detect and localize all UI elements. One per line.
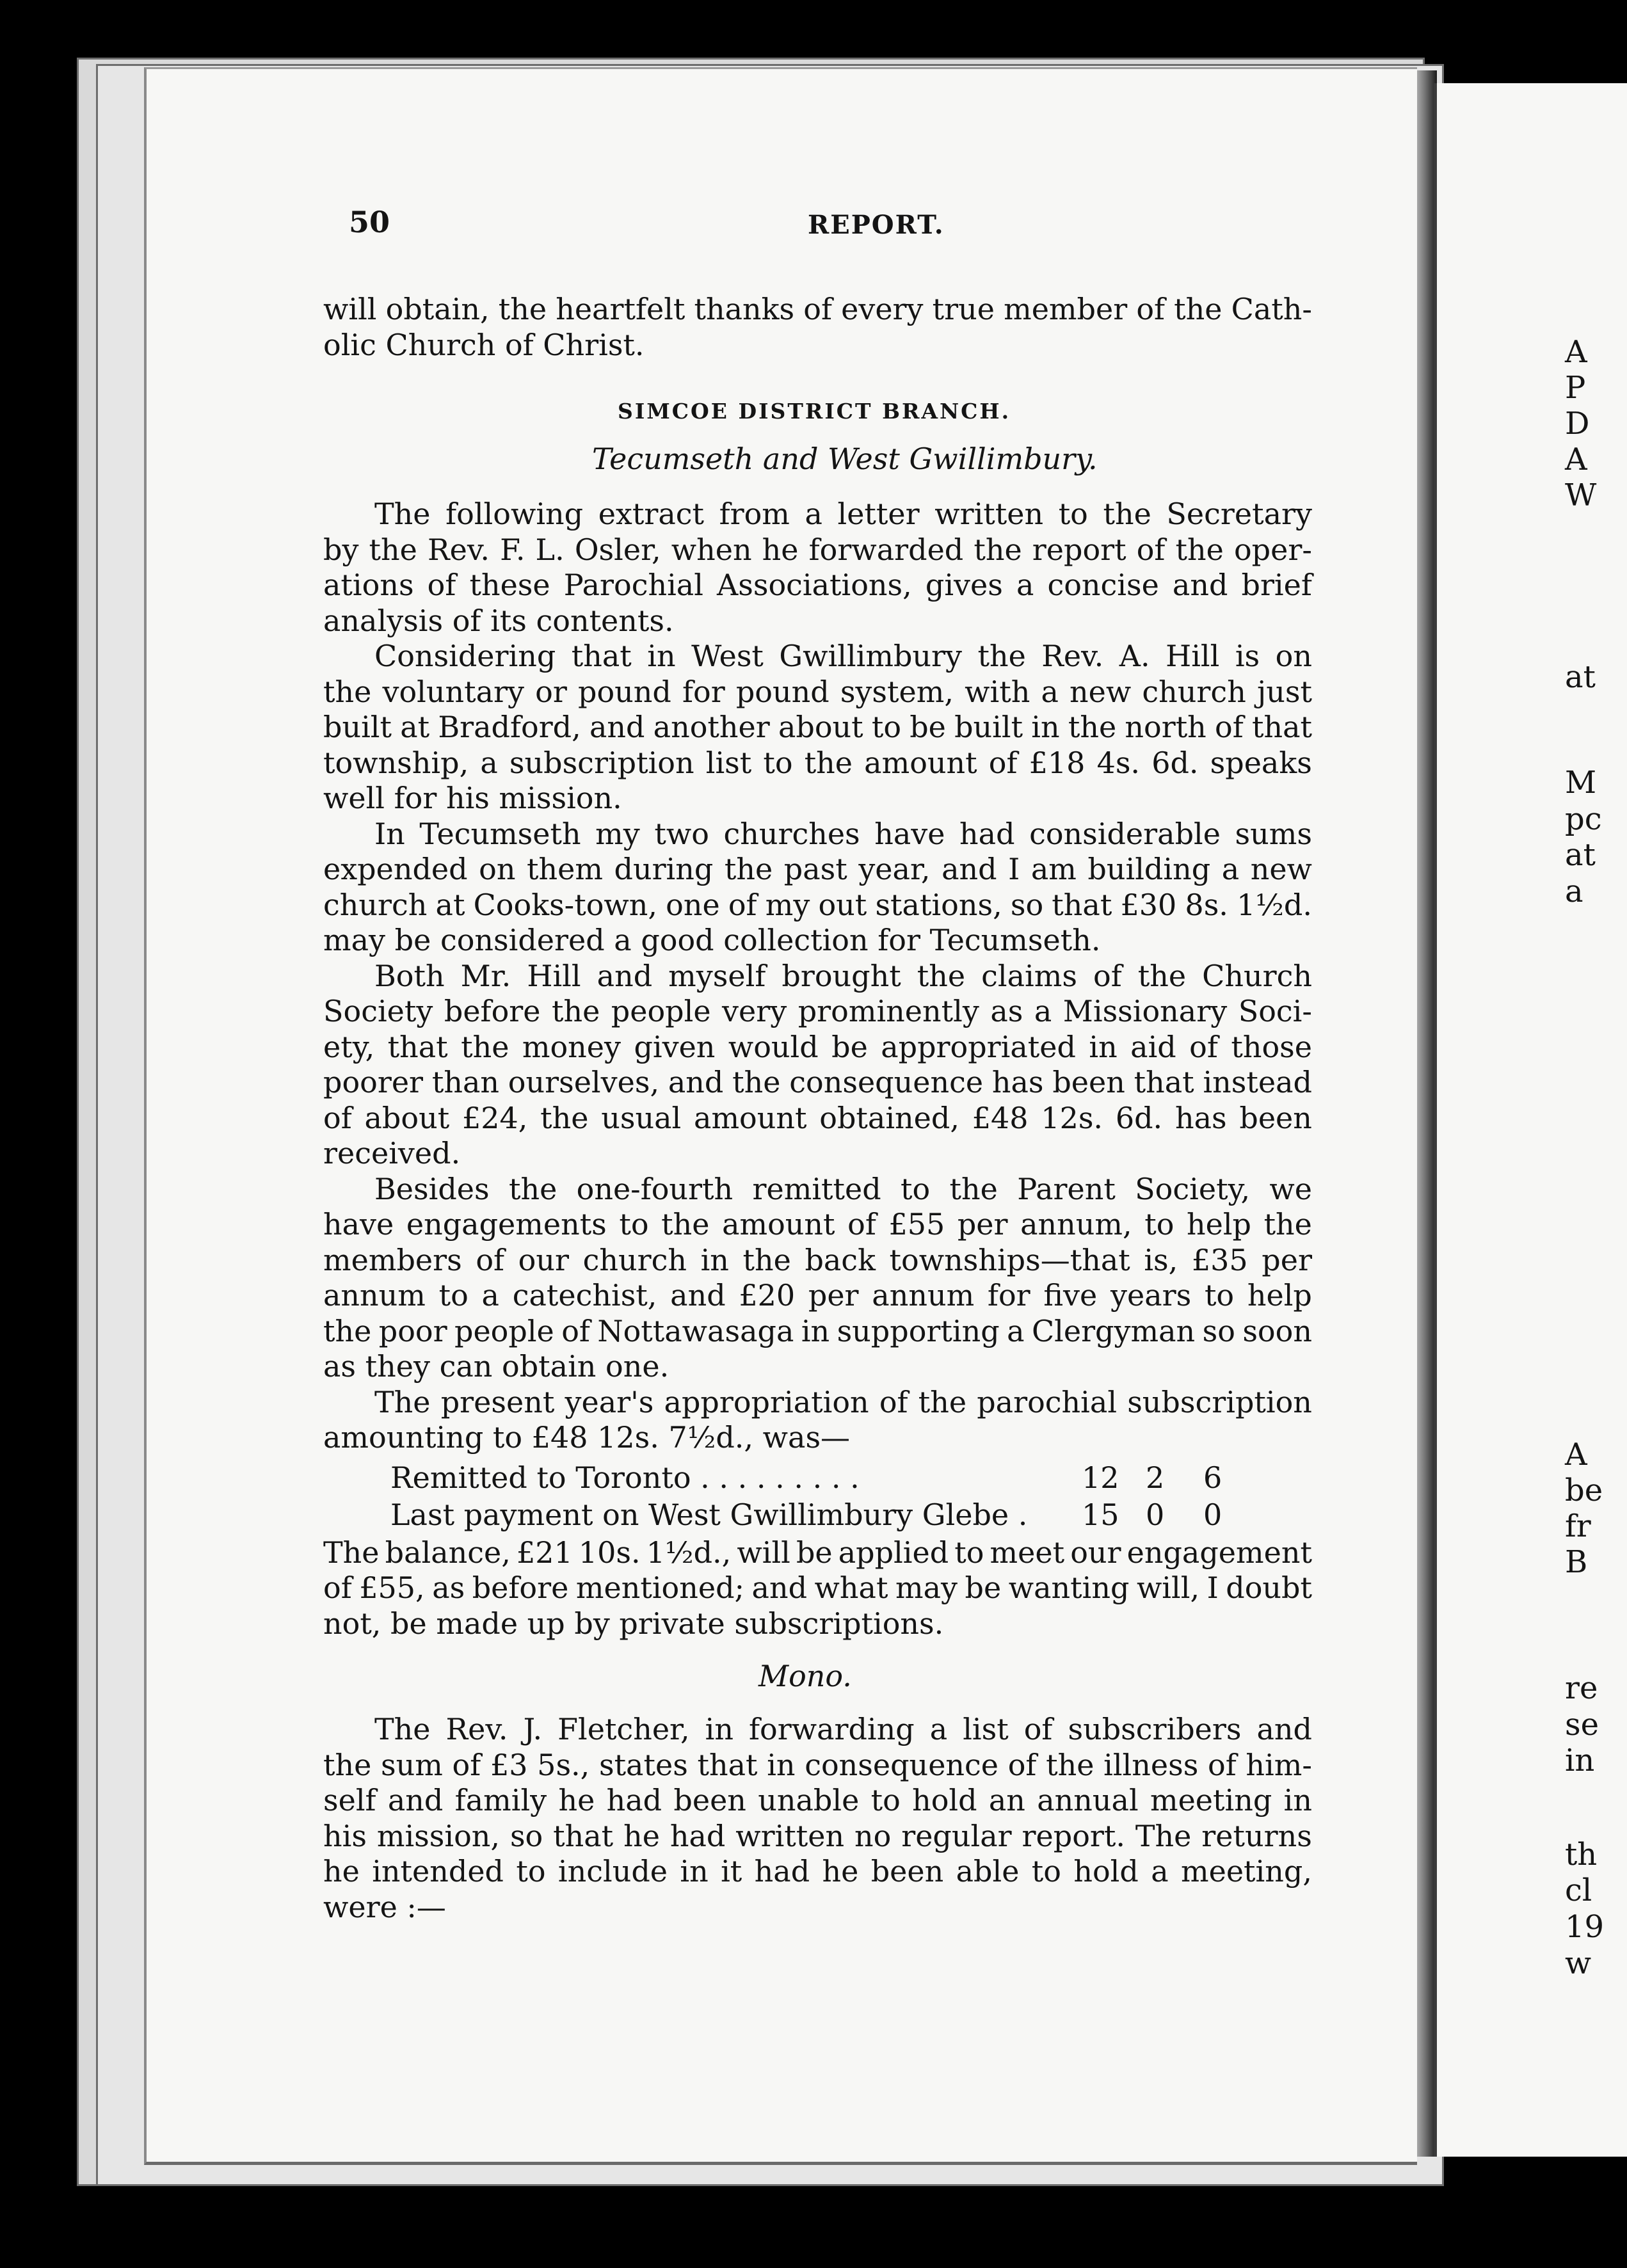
paragraph-2: township, a subscription list to the amount of £18 4s. 6d. speaks [323, 745, 1312, 780]
facing-page-fragment: P [1565, 370, 1586, 406]
facing-page-fragment: A [1565, 442, 1587, 477]
facing-page-fragment: M [1565, 765, 1597, 801]
opening-text: will obtain, the heartfelt thanks of every true member of the Cath- [323, 292, 1312, 326]
paragraph-1: The following extract from a letter written to the Secretary [374, 497, 1312, 531]
paragraph-1: analysis of its contents. [323, 603, 674, 638]
appropriation-pounds: 15 [1082, 1497, 1119, 1532]
facing-page-fragment: a [1565, 874, 1583, 909]
paragraph-4: Society before the people very prominently as a Missionary Soci- [323, 994, 1312, 1028]
facing-page-fragment: B [1565, 1544, 1588, 1580]
facing-page-fragment: 19 [1565, 1909, 1605, 1945]
facing-page-fragment: W [1565, 477, 1597, 513]
paragraph-1: ations of these Parochial Associations, gives a concise and brief [323, 568, 1312, 602]
facing-page-fragment: at [1565, 837, 1596, 873]
paragraph-3: In Tecumseth my two churches have had considerable sums [374, 816, 1312, 851]
facing-page-fragment: at [1565, 659, 1596, 695]
facing-page-fragment: fr [1565, 1508, 1591, 1544]
balance-paragraph: of £55, as before mentioned; and what may be wanting will, I doubt [323, 1570, 1312, 1605]
facing-page-fragment: A [1565, 1437, 1587, 1473]
facing-page-fragment: pc [1565, 801, 1602, 837]
mono-paragraph: were :— [323, 1889, 446, 1924]
facing-page-fragment: cl [1565, 1873, 1592, 1908]
paragraph-6: The present year's appropriation of the parochial subscription [374, 1384, 1312, 1419]
subsection-heading-mono: Mono. [758, 1659, 852, 1693]
facing-page-fragment: be [1565, 1473, 1603, 1508]
paragraph-4: ety, that the money given would be appropriated in aid of those [323, 1029, 1312, 1064]
paragraph-2: Considering that in West Gwillimbury the Rev. A. Hill is on [374, 639, 1312, 673]
running-title: REPORT. [808, 210, 945, 240]
facing-page-fragment: re [1565, 1670, 1598, 1706]
paragraph-5: members of our church in the back townships—that is, £35 per [323, 1242, 1312, 1277]
facing-page-fragment: w [1565, 1945, 1592, 1981]
mono-paragraph: he intended to include in it had he been able to hold a meeting, [323, 1854, 1312, 1889]
facing-page-fragment: th [1565, 1837, 1598, 1873]
subsection-heading: Tecumseth and West Gwillimbury. [592, 442, 1098, 476]
paragraph-4: Both Mr. Hill and myself brought the claims of the Church [374, 958, 1312, 993]
mono-paragraph: his mission, so that he had written no regular report. The returns [323, 1818, 1312, 1853]
appropriation-pence: 0 [1203, 1497, 1222, 1532]
appropriation-row-label: Last payment on West Gwillimbury Glebe . [390, 1497, 1028, 1532]
paragraph-1: by the Rev. F. L. Osler, when he forwarded the report of the oper- [323, 532, 1312, 567]
mono-paragraph: the sum of £3 5s., states that in consequence of the illness of him- [323, 1747, 1312, 1782]
paragraph-4: poorer than ourselves, and the consequence has been that instead [323, 1065, 1312, 1099]
facing-page [1434, 83, 1627, 2157]
balance-paragraph: not, be made up by private subscriptions. [323, 1606, 944, 1641]
appropriation-row-label: Remitted to Toronto . . . . . . . . . [390, 1460, 860, 1495]
paragraph-5: have engagements to the amount of £55 per annum, to help the [323, 1207, 1312, 1242]
paragraph-2: built at Bradford, and another about to be built in the north of that [323, 710, 1312, 744]
appropriation-pence: 6 [1203, 1460, 1222, 1495]
paragraph-4: of about £24, the usual amount obtained, £48 12s. 6d. has been [323, 1100, 1312, 1135]
facing-page-fragment: D [1565, 406, 1590, 442]
balance-paragraph: The balance, £21 10s. 1½d., will be applied to meet our engagement [323, 1535, 1312, 1570]
paragraph-5: as they can obtain one. [323, 1349, 669, 1384]
paragraph-3: church at Cooks-town, one of my out stations, so that £30 8s. 1½d. [323, 887, 1312, 922]
opening-text: olic Church of Christ. [323, 327, 645, 362]
facing-page-fragment: A [1565, 334, 1587, 370]
paragraph-5: annum to a catechist, and £20 per annum for five years to help [323, 1278, 1312, 1313]
appropriation-pounds: 12 [1082, 1460, 1119, 1495]
facing-page-fragment: in [1565, 1743, 1595, 1778]
page-number: 50 [349, 205, 390, 239]
facing-page-fragment: se [1565, 1707, 1599, 1743]
appropriation-shillings: 2 [1146, 1460, 1165, 1495]
paragraph-3: expended on them during the past year, and I am building a new [323, 852, 1312, 886]
paragraph-2: the voluntary or pound for pound system, with a new church just [323, 674, 1312, 709]
mono-paragraph: self and family he had been unable to hold an annual meeting in [323, 1783, 1312, 1817]
paragraph-5: the poor people of Nottawasaga in supporting a Clergyman so soon [323, 1313, 1312, 1348]
paragraph-6: amounting to £48 12s. 7½d., was— [323, 1420, 851, 1455]
paragraph-5: Besides the one-fourth remitted to the Parent Society, we [374, 1171, 1312, 1206]
paragraph-4: received. [323, 1136, 461, 1170]
paragraph-2: well for his mission. [323, 781, 622, 815]
appropriation-shillings: 0 [1146, 1497, 1165, 1532]
mono-paragraph: The Rev. J. Fletcher, in forwarding a list of subscribers and [374, 1712, 1312, 1746]
paragraph-3: may be considered a good collection for Tecumseth. [323, 923, 1101, 957]
section-heading: SIMCOE DISTRICT BRANCH. [618, 399, 1011, 424]
